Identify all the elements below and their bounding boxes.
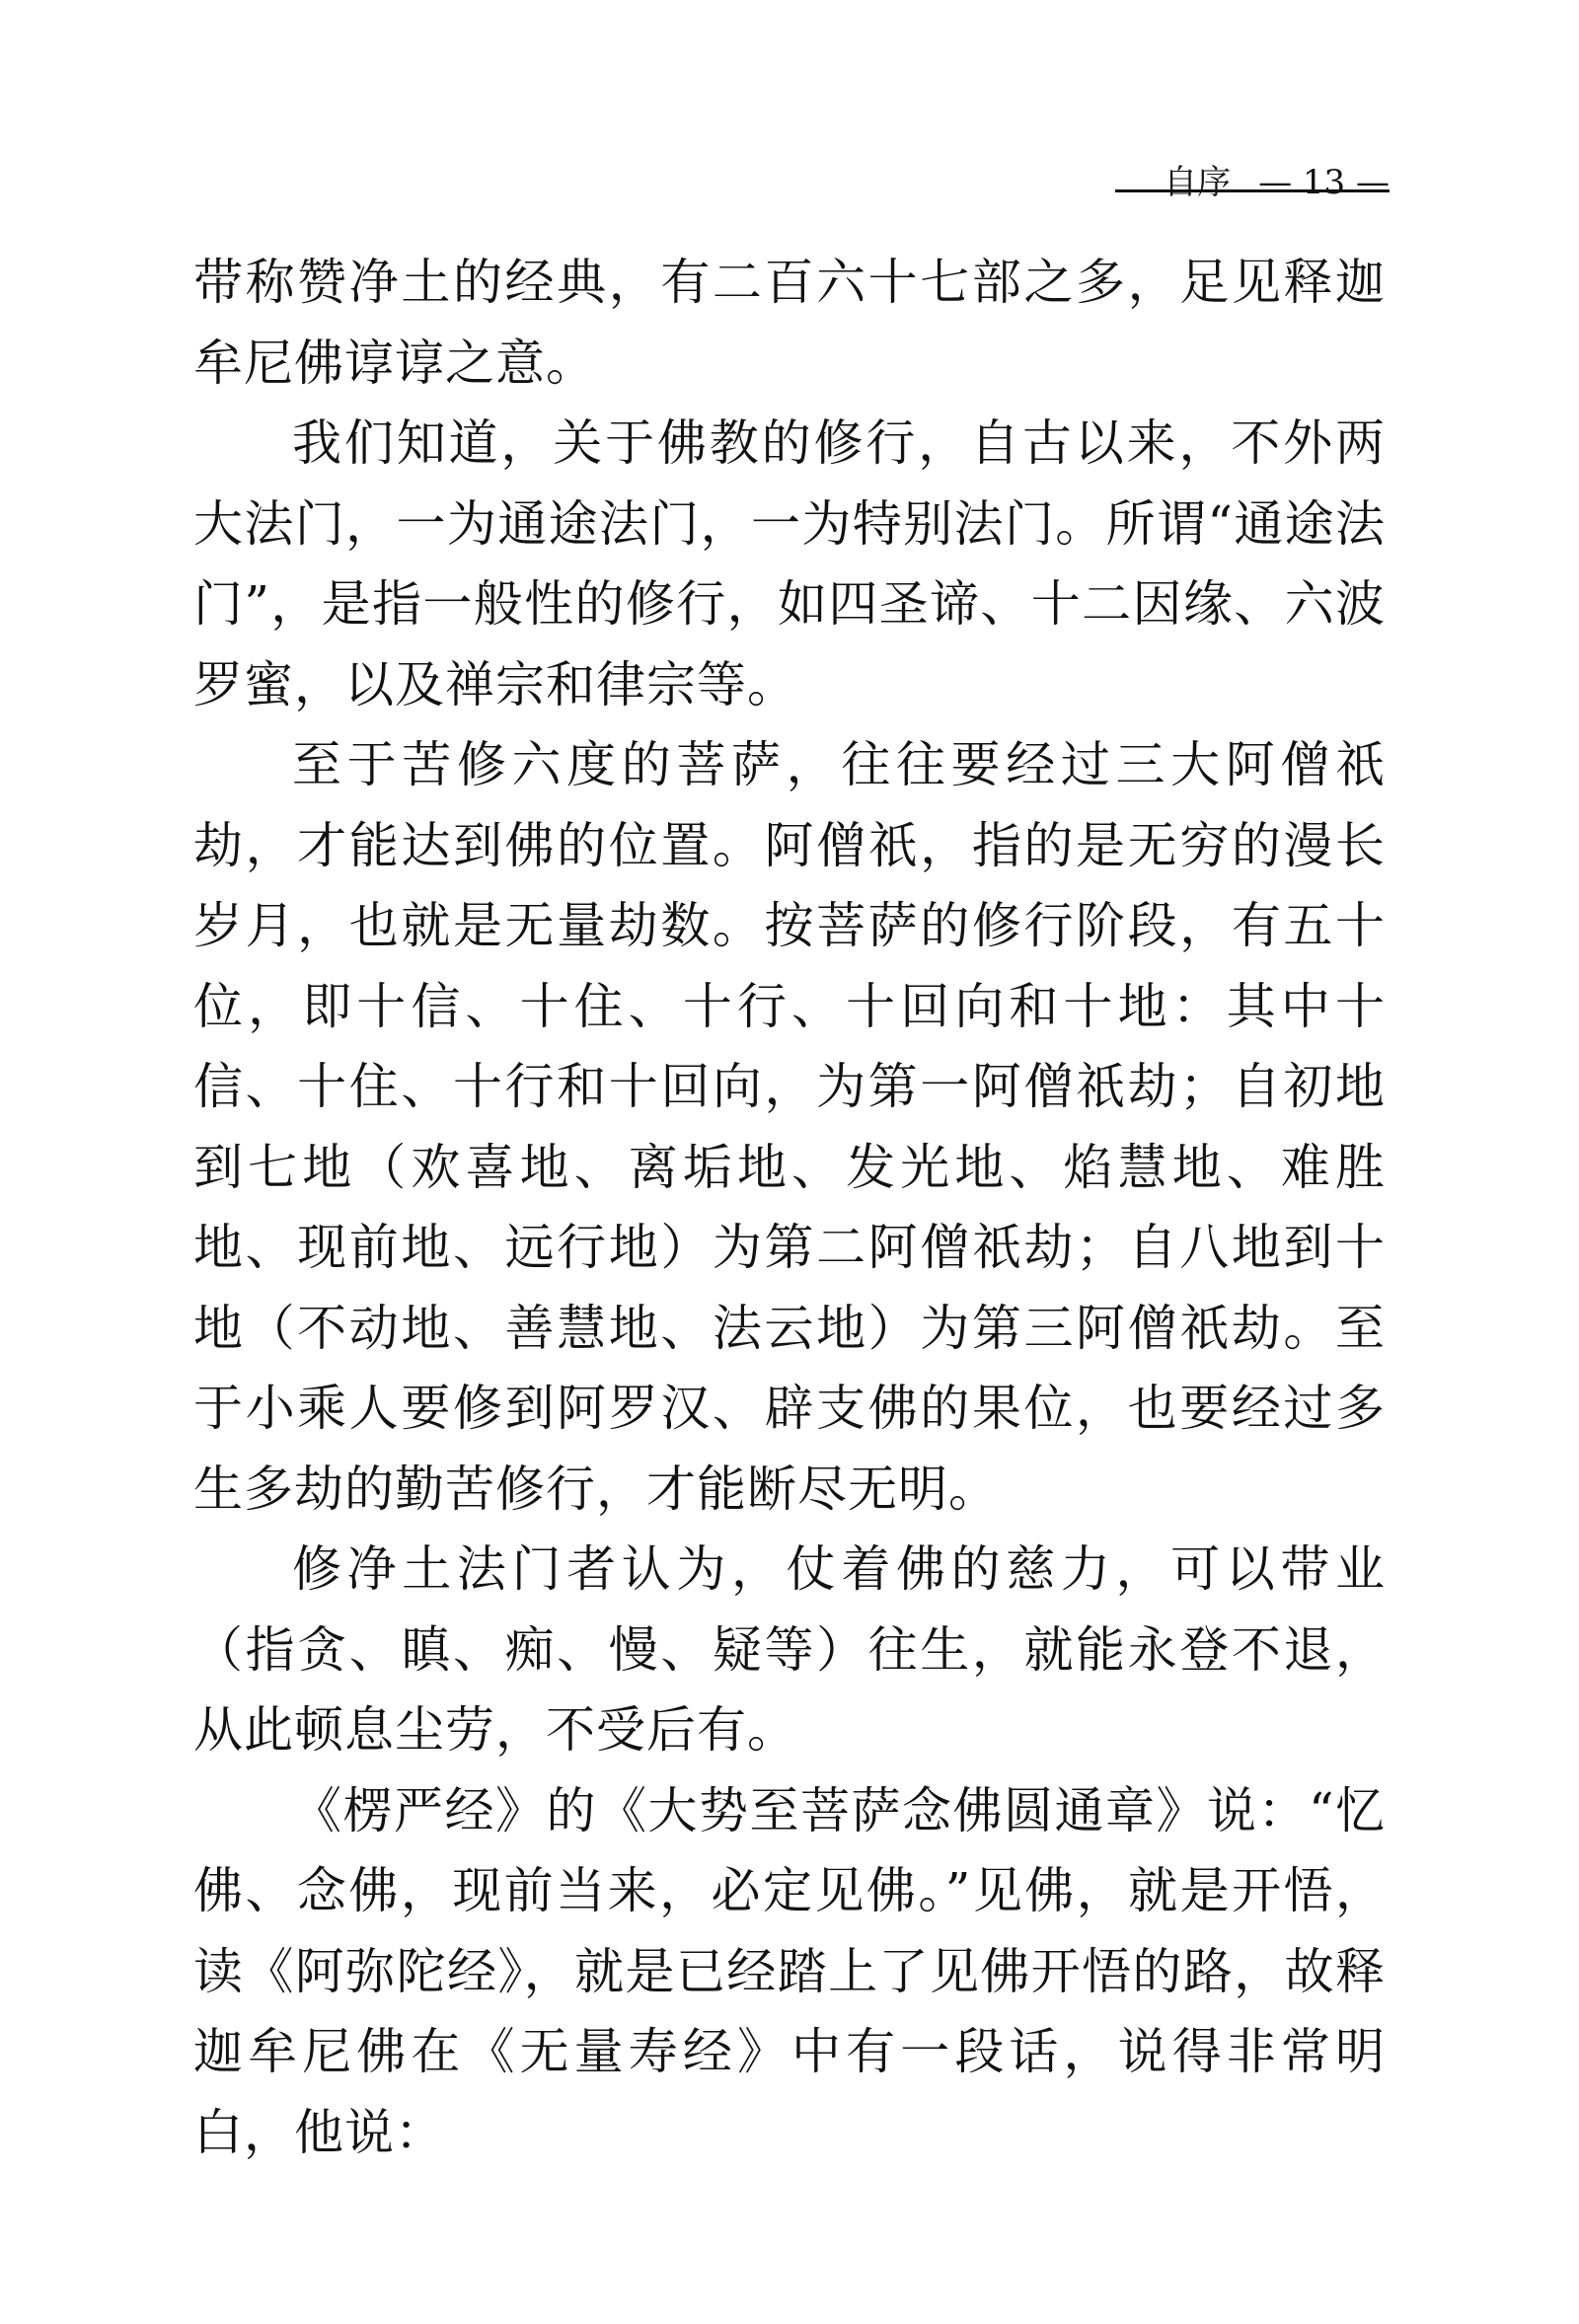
paragraph-5: 《楞严经》的《大势至菩萨念佛圆通章》说：“忆佛、念佛，现前当来，必定见佛。”见佛，就是开悟，读《阿弥陀经》，就是已经踏上了见佛开悟的路，故释迦牟尼佛在《无量寿经》中有一段话，说得非常明白，他说： [193, 1781, 1386, 2161]
paragraph-2: 我们知道，关于佛教的修行，自古以来，不外两大法门，一为通途法门，一为特别法门。所谓“通途法门”，是指一般性的修行，如四圣谛、十二因缘、六波罗蜜，以及禅宗和律宗等。 [193, 414, 1386, 713]
paragraph-4: 修净土法门者认为，仗着佛的慈力，可以带业（指贪、瞋、痴、慢、疑等）往生，就能永登不退，从此顿息尘劳，不受后有。 [193, 1540, 1386, 1759]
header-page-number: — 13 — [1258, 163, 1390, 202]
header-section-title: 自序 [1164, 163, 1232, 202]
header-rule [1115, 189, 1390, 192]
body-text [193, 243, 1386, 2173]
paragraph-3: 至于苦修六度的菩萨，往往要经过三大阿僧祇劫，才能达到佛的位置。阿僧祇，指的是无穷的漫长岁月，也就是无量劫数。按菩萨的修行阶段，有五十位，即十信、十住、十行、十回向和十地：其中十信、十住、十行和十回向，为第一阿僧祇劫；自初地到七地（欢喜地、离垢地、发光地、焰慧地、难胜地、现前地、远行地）为第二阿僧祇劫；自八地到十地（不动地、善慧地、法云地）为第三阿僧祇劫。至于小乘人要修到阿罗汉、辟支佛的果位，也要经过多生多劫的勤苦修行，才能断尽无明。 [193, 736, 1386, 1518]
paragraph-1: 带称赞净土的经典，有二百六十七部之多，足见释迦牟尼佛谆谆之意。 [193, 254, 1386, 392]
